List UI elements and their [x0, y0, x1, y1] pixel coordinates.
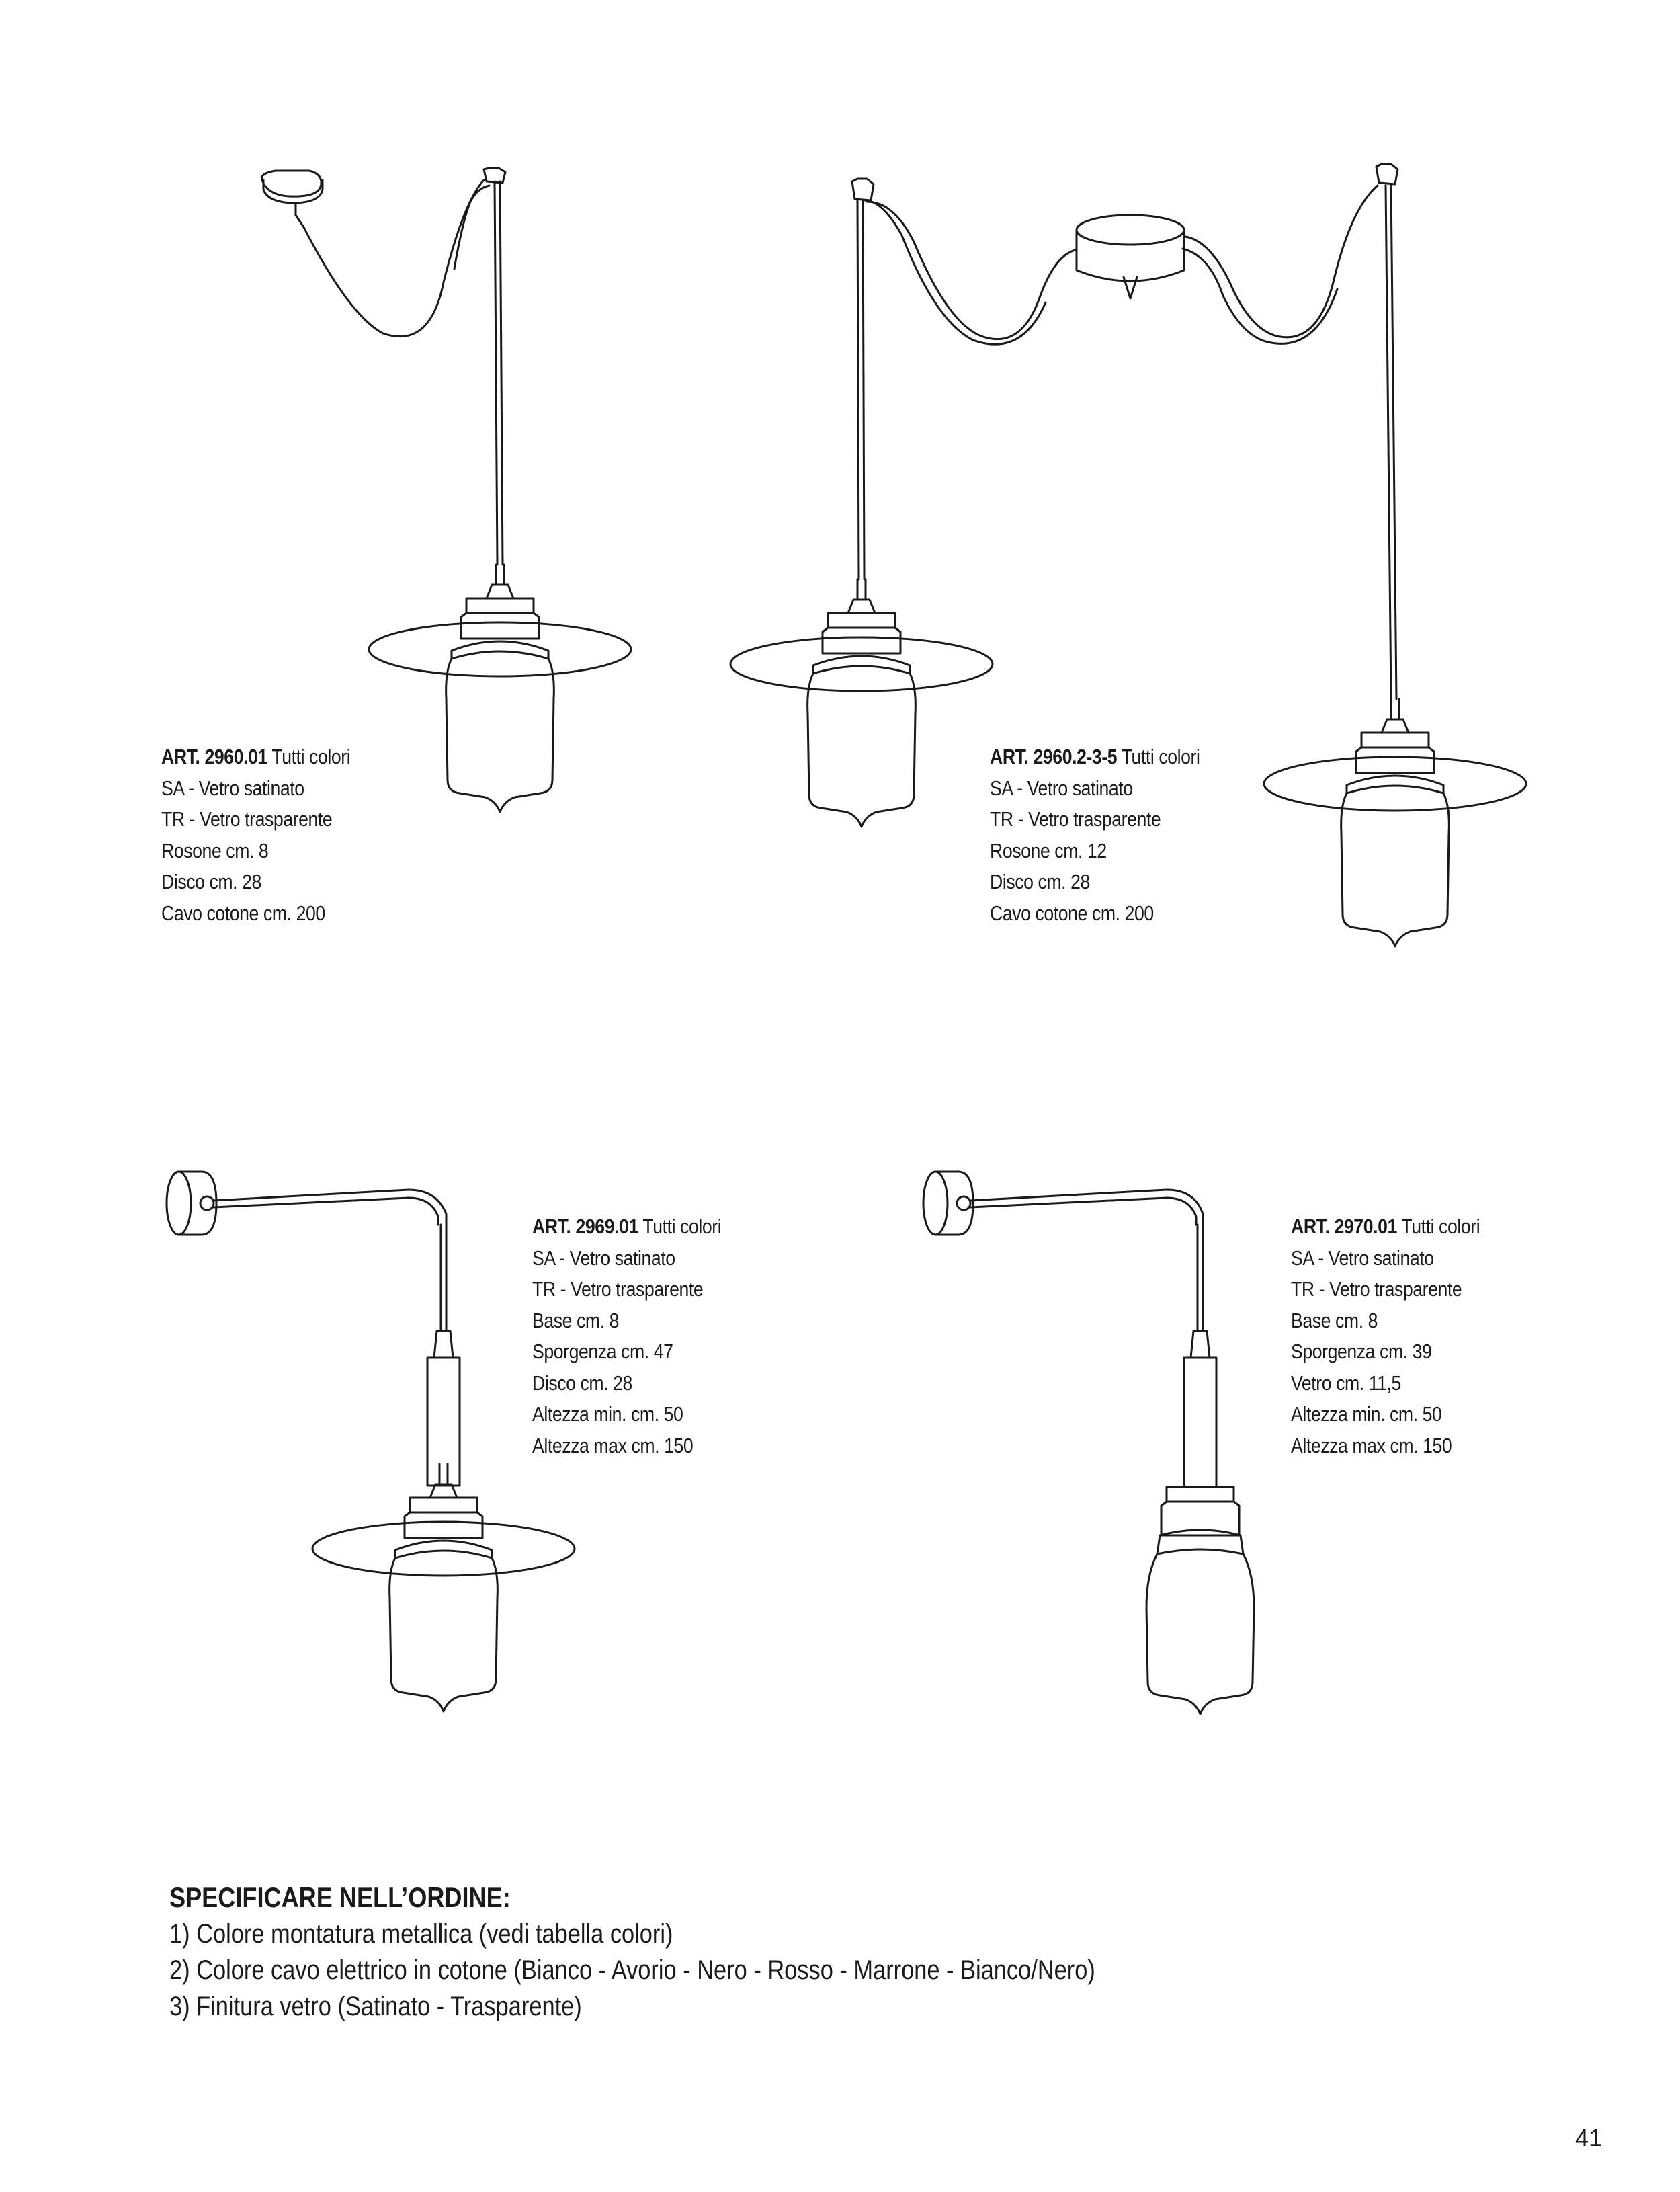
- product-title: [532, 1211, 721, 1243]
- order-item: 3) Finitura vetro (Satinato - Trasparente): [169, 1992, 582, 2021]
- spec-line: SA - Vetro satinato: [161, 776, 304, 800]
- spec-line: SA - Vetro satinato: [532, 1246, 675, 1270]
- spec-line: TR - Vetro trasparente: [1291, 1277, 1462, 1301]
- article-code: ART. 2970.01: [1291, 1215, 1397, 1238]
- spec-line: Sporgenza cm. 47: [532, 1340, 673, 1363]
- article-suffix: Tutti colori: [1121, 745, 1200, 768]
- article-code: ART. 2960.2-3-5: [990, 745, 1118, 768]
- spec-line: Disco cm. 28: [161, 870, 261, 893]
- wall-lamp-disc-drawing: [167, 1172, 575, 1711]
- spec-line: Altezza max cm. 150: [1291, 1433, 1452, 1457]
- pendant-lamp-single-drawing: [261, 168, 631, 812]
- product-spec-2970-01: [1291, 1211, 1480, 1461]
- article-suffix: Tutti colori: [271, 745, 351, 768]
- order-instructions: [169, 1879, 1095, 2025]
- spec-line: Disco cm. 28: [990, 870, 1090, 893]
- spec-line: Altezza max cm. 150: [532, 1433, 694, 1457]
- order-item: 2) Colore cavo elettrico in cotone (Bianco - Avorio - Nero - Rosso - Marrone - Bianco/Nero): [169, 1955, 1095, 1985]
- spec-line: TR - Vetro trasparente: [161, 807, 333, 831]
- spec-line: TR - Vetro trasparente: [990, 807, 1161, 831]
- product-spec-2960-2-3-5: [990, 741, 1200, 929]
- order-heading: SPECIFICARE NELL’ORDINE:: [169, 1881, 511, 1913]
- order-item: 1) Colore montatura metallica (vedi tabella colori): [169, 1919, 673, 1949]
- spec-line: Rosone cm. 12: [990, 838, 1107, 862]
- spec-line: Base cm. 8: [532, 1308, 620, 1332]
- article-code: ART. 2969.01: [532, 1215, 638, 1238]
- wall-lamp-glass-drawing: [923, 1172, 1254, 1714]
- product-title: [1291, 1211, 1480, 1243]
- page-number: 41: [1575, 2124, 1603, 2152]
- product-title: [990, 741, 1200, 773]
- spec-line: Cavo cotone cm. 200: [161, 901, 325, 925]
- spec-line: Vetro cm. 11,5: [1291, 1371, 1401, 1395]
- spec-line: Disco cm. 28: [532, 1371, 632, 1395]
- spec-line: Altezza min. cm. 50: [532, 1402, 683, 1426]
- spec-line: SA - Vetro satinato: [1291, 1246, 1434, 1270]
- spec-line: TR - Vetro trasparente: [532, 1277, 704, 1301]
- product-spec-2960-01: [161, 741, 350, 929]
- spec-line: Cavo cotone cm. 200: [990, 901, 1154, 925]
- article-suffix: Tutti colori: [642, 1215, 722, 1238]
- article-suffix: Tutti colori: [1401, 1215, 1480, 1238]
- article-code: ART. 2960.01: [161, 745, 267, 768]
- spec-line: Sporgenza cm. 39: [1291, 1340, 1432, 1363]
- spec-line: SA - Vetro satinato: [990, 776, 1133, 800]
- spec-line: Base cm. 8: [1291, 1308, 1378, 1332]
- product-spec-2969-01: [532, 1211, 721, 1461]
- product-title: [161, 741, 350, 773]
- spec-line: Altezza min. cm. 50: [1291, 1402, 1442, 1426]
- spec-line: Rosone cm. 8: [161, 838, 269, 862]
